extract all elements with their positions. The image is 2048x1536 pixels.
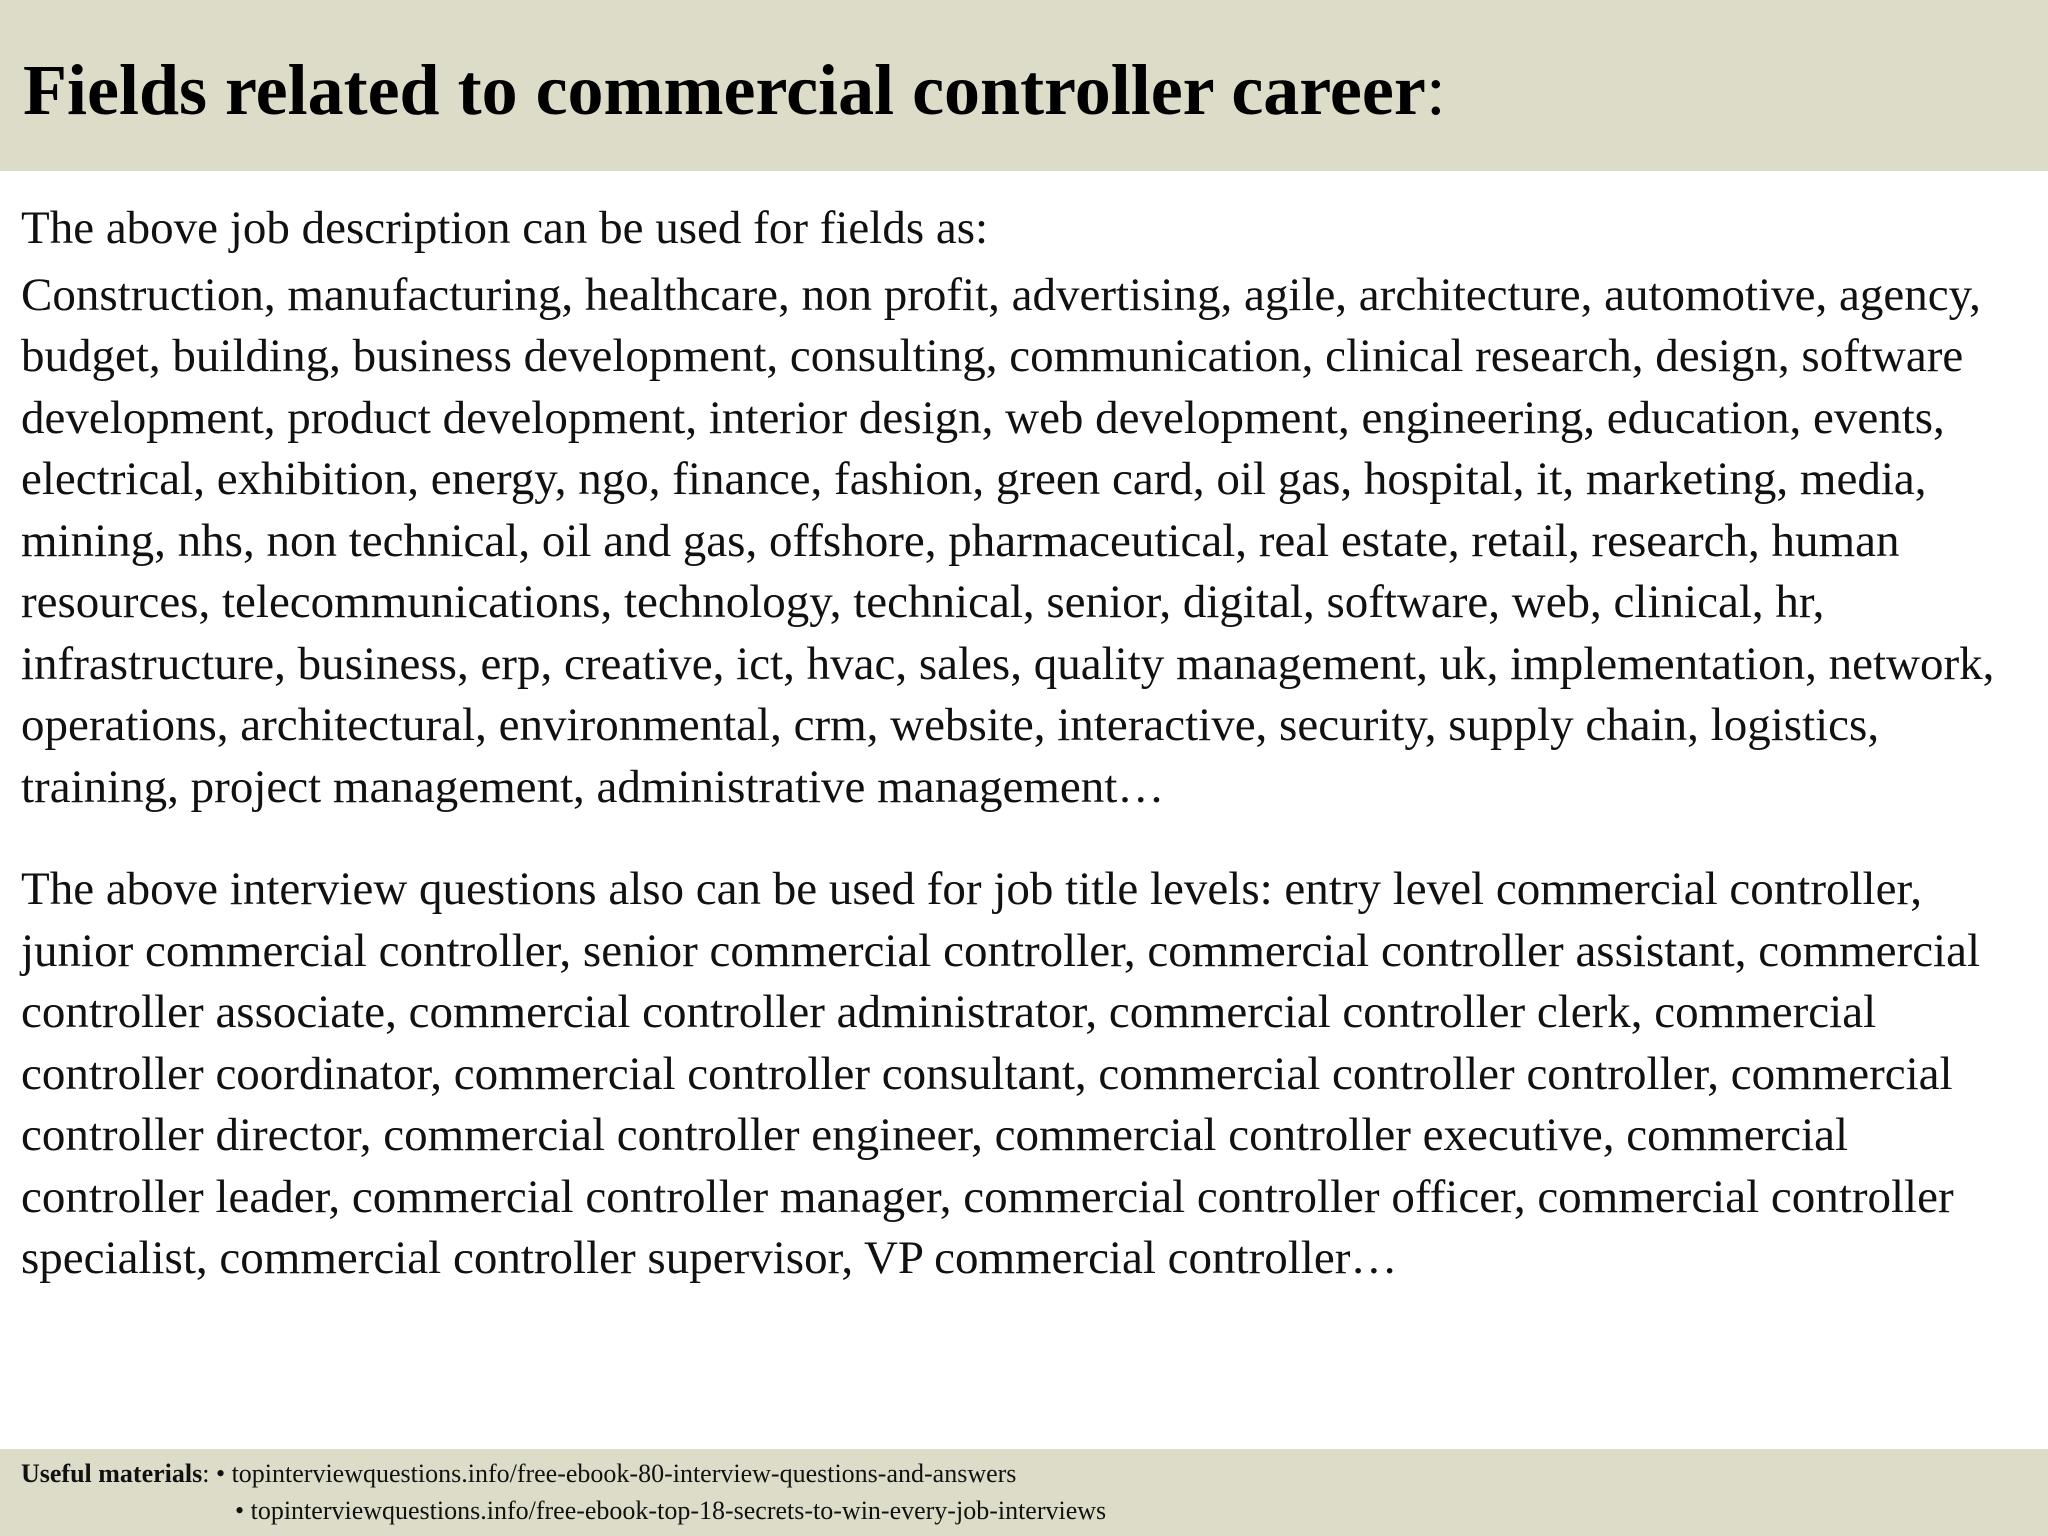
footer-row-1 [21, 1455, 1016, 1492]
job-levels-paragraph: The above interview questions also can be used for job title levels: entry level commercial controller, junior commercial controller, senior commercial controller, commercial controller assistant, commercial controller associate, commercial controller administrator, commercial controller clerk, commercial controller coordinator, commercial controller consultant, commercial controller controller, commercial controller director, commercial controller engineer, commercial controller executive, commercial controller leader, commercial controller manager, commercial controller officer, commercial controller specialist, commercial controller supervisor, VP commercial controller… [21, 863, 1981, 1284]
header-band [0, 0, 2048, 171]
title-text: Fields related to commercial controller career [23, 50, 1426, 130]
footer-separator: : [202, 1459, 216, 1488]
footer-link-ebook-80[interactable]: • topinterviewquestions.info/free-ebook-80-interview-questions-and-answers [215, 1459, 1017, 1488]
footer-band [0, 1449, 2048, 1536]
title-colon: : [1425, 50, 1446, 130]
fields-paragraph: Construction, manufacturing, healthcare, non profit, advertising, agile, architecture, automotive, agency, budget, building, business development, consulting, communication, clinical research, design, software development, product development, interior design, web development, engineering, education, events, electrical, exhibition, energy, ngo, finance, fashion, green card, oil gas, hospital, it, marketing, media, mining, nhs, non technical, oil and gas, offshore, pharmaceutical, real estate, retail, research, human resources, telecommunications, technology, technical, senior, digital, software, web, clinical, hr, infrastructure, business, erp, creative, ict, hvac, sales, quality management, uk, implementation, network, operations, architectural, environmental, crm, website, interactive, security, supply chain, logistics, training, project management, administrative management… [21, 268, 1995, 813]
useful-materials-label: Useful materials [21, 1459, 203, 1488]
content-body [21, 198, 2031, 1290]
page-title [23, 44, 1446, 136]
footer-row-2 [235, 1492, 1106, 1529]
intro-paragraph: The above job description can be used for fields as: [21, 202, 989, 254]
footer-link-ebook-top-18[interactable]: • topinterviewquestions.info/free-ebook-top-18-secrets-to-win-every-job-interviews [235, 1496, 1107, 1525]
